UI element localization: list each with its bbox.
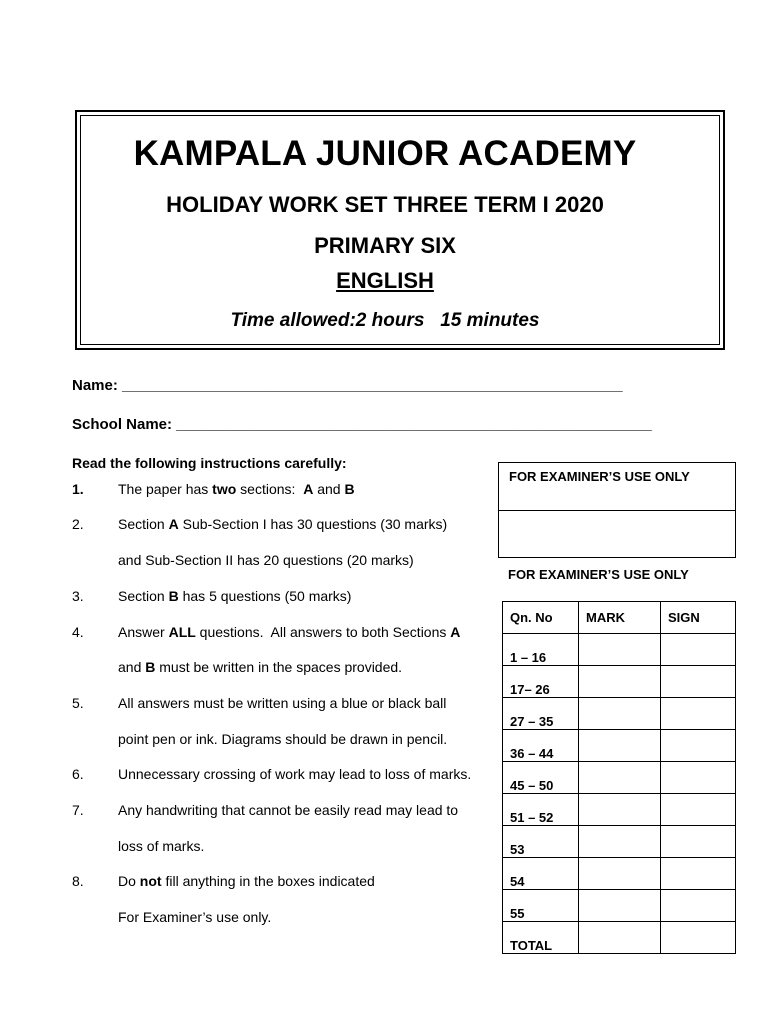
question-range: TOTAL: [503, 922, 579, 954]
table-row: [503, 922, 736, 954]
school-title: KAMPALA JUNIOR ACADEMY: [133, 134, 637, 173]
subject-title: ENGLISH: [336, 268, 434, 293]
sign-cell: [661, 666, 736, 698]
instruction-number: 2.: [72, 516, 84, 532]
table-row: [503, 762, 736, 794]
instruction-number: 8.: [72, 873, 84, 889]
instruction-line: All answers must be written using a blue or black ball: [118, 695, 447, 711]
question-range: 53: [503, 826, 579, 858]
instruction-number: 4.: [72, 624, 84, 640]
sign-cell: [661, 826, 736, 858]
instruction-line: Section A Sub-Section I has 30 questions (30 marks): [118, 516, 448, 532]
table-header-row: [503, 602, 736, 634]
table-row: [503, 698, 736, 730]
column-header: SIGN: [661, 602, 736, 634]
question-range: 55: [503, 890, 579, 922]
work-set-title: HOLIDAY WORK SET THREE TERM I 2020: [166, 192, 604, 217]
mark-cell: [579, 698, 661, 730]
class-title: PRIMARY SIX: [314, 233, 456, 258]
mark-cell: [579, 762, 661, 794]
instruction-line: Unnecessary crossing of work may lead to loss of marks.: [118, 766, 472, 782]
mark-cell: [579, 922, 661, 954]
examiner-box: [498, 462, 736, 558]
mark-cell: [579, 730, 661, 762]
instruction-line: and Sub-Section II has 20 questions (20 marks): [118, 552, 414, 568]
question-range: 27 – 35: [503, 698, 579, 730]
instruction-line: For Examiner’s use only.: [118, 909, 272, 925]
time-allowed: Time allowed:2 hours 15 minutes: [230, 310, 540, 331]
question-range: 17– 26: [503, 666, 579, 698]
table-row: [503, 794, 736, 826]
name-field[interactable]: Name: ____________________________________________________________: [72, 377, 623, 394]
sign-cell: [661, 922, 736, 954]
question-range: 1 – 16: [503, 634, 579, 666]
sign-cell: [661, 794, 736, 826]
instruction-line: point pen or ink. Diagrams should be drawn in pencil.: [118, 731, 448, 747]
instruction-number: 3.: [72, 588, 84, 604]
instructions-heading: Read the following instructions carefully:: [72, 455, 347, 471]
instruction-line: Answer ALL questions. All answers to both Sections A: [118, 624, 461, 640]
table-row: [503, 826, 736, 858]
mark-cell: [579, 794, 661, 826]
marks-table: [502, 601, 736, 954]
sign-cell: [661, 698, 736, 730]
instruction-line: Any handwriting that cannot be easily read may lead to: [118, 802, 459, 818]
instruction-number: 5.: [72, 695, 84, 711]
school-name-field[interactable]: School Name: _________________________________________________________: [72, 416, 652, 433]
column-header: MARK: [579, 602, 661, 634]
table-row: [503, 634, 736, 666]
sign-cell: [661, 762, 736, 794]
question-range: 45 – 50: [503, 762, 579, 794]
table-row: [503, 858, 736, 890]
examiner-table-label: FOR EXAMINER’S USE ONLY: [508, 567, 689, 582]
instruction-line: loss of marks.: [118, 838, 205, 854]
mark-cell: [579, 826, 661, 858]
instruction-line: Do not fill anything in the boxes indicated: [118, 873, 375, 889]
sign-cell: [661, 730, 736, 762]
instruction-line: and B must be written in the spaces provided.: [118, 659, 403, 675]
mark-cell: [579, 858, 661, 890]
sign-cell: [661, 858, 736, 890]
mark-cell: [579, 666, 661, 698]
instruction-number: 7.: [72, 802, 84, 818]
mark-cell: [579, 634, 661, 666]
instruction-line: The paper has two sections: A and B: [118, 481, 355, 497]
instruction-number: 6.: [72, 766, 84, 782]
instruction-line: Section B has 5 questions (50 marks): [118, 588, 352, 604]
sign-cell: [661, 890, 736, 922]
instruction-number: 1.: [72, 481, 84, 497]
table-row: [503, 666, 736, 698]
column-header: Qn. No: [503, 602, 579, 634]
mark-cell: [579, 890, 661, 922]
examiner-box-label: FOR EXAMINER’S USE ONLY: [509, 469, 690, 484]
table-row: [503, 890, 736, 922]
table-row: [503, 730, 736, 762]
question-range: 36 – 44: [503, 730, 579, 762]
sign-cell: [661, 634, 736, 666]
question-range: 54: [503, 858, 579, 890]
question-range: 51 – 52: [503, 794, 579, 826]
